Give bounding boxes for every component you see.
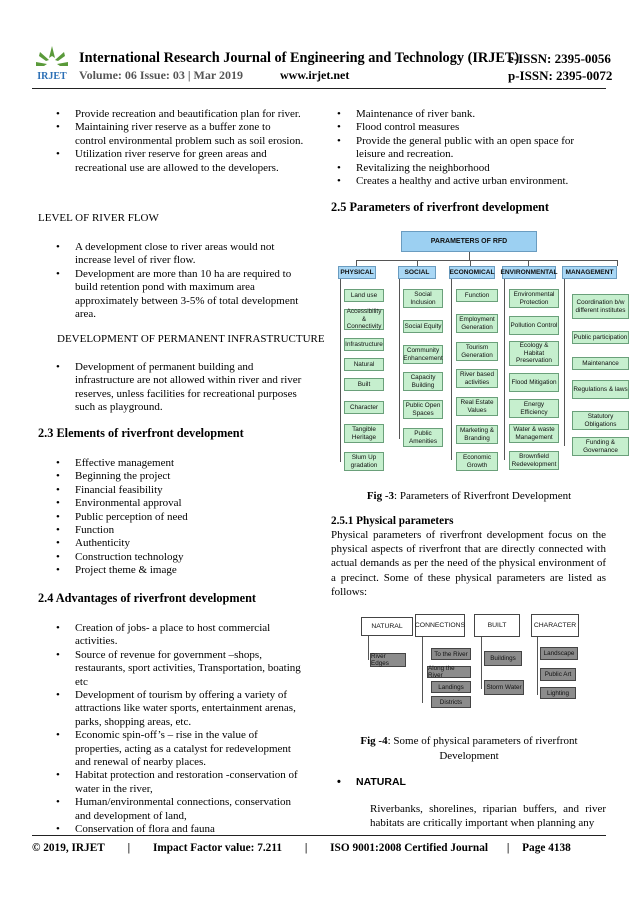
natural-paragraph: Riverbanks, shorelines, riparian buffers, and river habitats are critically important when planning any (370, 803, 606, 830)
header-economical: ECONOMICAL (449, 266, 495, 279)
figure-4-caption (331, 734, 607, 763)
iso-certification: ISO 9001:2008 Certified Journal (330, 842, 488, 854)
node-ecology-habitat-preservation: Ecology & Habitat Preservation (509, 341, 559, 366)
connector (368, 636, 369, 660)
node-statutory-obligations: Statutory Obligations (572, 411, 629, 430)
footer-separator: | (506, 842, 510, 854)
leaf-landscape: Landscape (540, 647, 578, 660)
figure-3-parameters-diagram (335, 228, 631, 476)
list-item: • Financial feasibility (52, 484, 306, 497)
section-2-5-title: 2.5 Parameters of riverfront development (331, 200, 549, 214)
node-land-use: Land use (344, 289, 384, 302)
node-coordination: Coordination b/w different institutes (572, 294, 629, 319)
infra-bullets (52, 361, 306, 415)
figure-4-label: Fig -4 (360, 735, 388, 747)
connector (617, 260, 618, 266)
connector (399, 279, 400, 439)
list-item: • Flood control measures (333, 121, 605, 134)
figure-3-caption-text: : Parameters of Riverfront Development (394, 490, 572, 502)
figure-4-physical-parameters-diagram (360, 612, 582, 712)
list-item: • Economic spin-off’s – rise in the value of properties, acting as a catalyst for redevelopment and renewal of nearby places. (52, 729, 306, 769)
footer-rule (32, 835, 606, 836)
node-funding-governance: Funding & Governance (572, 437, 629, 456)
diagram-root-node: PARAMETERS OF RFD (401, 231, 537, 252)
list-item: • Function (52, 524, 306, 537)
node-environmental-protection: Environmental Protection (509, 289, 559, 308)
node-public-amenities: Public Amenities (403, 428, 443, 447)
advantages-list (52, 622, 306, 837)
figure-3-caption (331, 490, 607, 502)
irjet-logo (32, 42, 72, 84)
connector (469, 252, 470, 260)
list-item: • Authenticity (52, 537, 306, 550)
svg-text:IRJET: IRJET (37, 71, 67, 82)
header-physical: PHYSICAL (338, 266, 376, 279)
footer-separator: | (304, 842, 308, 854)
list-item: • A development close to river areas would not increase level of river flow. (52, 241, 306, 268)
leaf-along-the-river: Along the River (427, 666, 471, 678)
head-connections: CONNECTIONS (415, 614, 465, 637)
level-of-river-flow-heading: LEVEL OF RIVER FLOW (38, 212, 159, 224)
node-tourism-generation: Tourism Generation (456, 342, 498, 361)
list-item: • Source of revenue for government –shops, restaurants, sport activities, Transportation, boating etc (52, 649, 306, 689)
leaf-districts: Districts (431, 696, 471, 708)
figure-4-caption-text-2: Development (439, 749, 499, 762)
node-accessibility-connectivity: Accessibility & Connectivity (344, 309, 384, 330)
list-item: • Public perception of need (52, 511, 306, 524)
node-brownfield-redevelopment: Brownfield Redevelopment (509, 451, 559, 470)
connector (451, 279, 452, 460)
copyright: © 2019, IRJET (32, 842, 105, 854)
leaf-public-art: Public Art (540, 668, 576, 681)
node-energy-efficiency: Energy Efficiency (509, 399, 559, 418)
list-item: • Habitat protection and restoration -conservation of water in the river, (52, 769, 306, 796)
leaf-river-edges: River Edges (370, 653, 406, 667)
node-infrastructure: Infrastructure (344, 338, 384, 351)
level-bullets (52, 241, 306, 321)
list-item: • Provide the general public with an open space for leisure and recreation. (333, 135, 605, 162)
node-tangible-heritage: Tangible Heritage (344, 424, 384, 443)
right-bullets-top (333, 108, 605, 188)
node-public-participation: Public participation (572, 331, 629, 344)
page-number: Page 4138 (522, 842, 571, 854)
leaf-to-the-river: To the River (431, 648, 471, 660)
list-item: • Development of tourism by offering a variety of attractions like water sports, entertainment arenas, parks, shopping areas, etc. (52, 689, 306, 729)
list-item: • Conservation of flora and fauna (52, 823, 306, 836)
elements-list (52, 457, 306, 578)
node-water-waste-management: Water & waste Management (509, 424, 559, 443)
list-item: • Provide recreation and beautification plan for river. (52, 108, 304, 121)
footer-separator: | (127, 842, 131, 854)
leaf-buildings: Buildings (484, 651, 522, 666)
list-item: • Effective management (52, 457, 306, 470)
list-item: • Utilization river reserve for green areas and recreational use are allowed to the developers. (52, 148, 304, 175)
list-item: • Maintaining river reserve as a buffer zone to control environmental problem such as soil erosion. (52, 121, 304, 148)
node-flood-mitigation: Flood Mitigation (509, 373, 559, 392)
leaf-storm-water: Storm Water (484, 680, 524, 695)
node-real-estate-values: Real Estate Values (456, 397, 498, 416)
list-item: • Environmental approval (52, 497, 306, 510)
leaf-lighting: Lighting (540, 687, 576, 699)
connector (340, 279, 341, 462)
node-character: Character (344, 401, 384, 414)
node-social-equity: Social Equity (403, 320, 443, 333)
impact-factor: Impact Factor value: 7.211 (152, 842, 282, 854)
list-item: • Development are more than 10 ha are required to build retention pond with maximum area approximately between 3-5% of total development area. (52, 268, 306, 322)
journal-website-link[interactable]: www.irjet.net (280, 68, 350, 82)
list-item: • Revitalizing the neighborhood (333, 162, 605, 175)
connector (422, 637, 423, 703)
connector (504, 279, 505, 460)
list-item: • Beginning the project (52, 470, 306, 483)
volume-issue: Volume: 06 Issue: 03 | Mar 2019 (79, 68, 243, 82)
node-employment-generation: Employment Generation (456, 314, 498, 333)
list-item: • Creation of jobs- a place to host commercial activities. (52, 622, 306, 649)
physical-parameters-paragraph: Physical parameters of riverfront development focus on the physical aspects of riverfront that are directly connected with actual demands as per the need of the physical environment of a precinct. Some of these physical parameters are listed as follows: (331, 529, 606, 598)
node-public-open-spaces: Public Open Spaces (403, 400, 443, 419)
node-pollution-control: Pollution Control (509, 316, 559, 335)
node-community-enhancement: Community Enhancement (403, 345, 443, 364)
section-2-5-1-title: 2.5.1 Physical parameters (331, 515, 454, 527)
connector (356, 260, 617, 261)
section-2-4-title: 2.4 Advantages of riverfront development (38, 591, 257, 605)
natural-heading-list (333, 776, 605, 788)
head-character: CHARACTER (531, 614, 579, 637)
p-issn: p-ISSN: 2395-0072 (508, 68, 613, 83)
head-natural: NATURAL (361, 617, 413, 636)
figure-4-caption-text-1: : Some of physical parameters of riverfront (387, 735, 578, 747)
node-regulations-laws: Regulations & laws (572, 380, 629, 399)
header-social: SOCIAL (398, 266, 436, 279)
connector (537, 637, 538, 695)
section-2-3-title: 2.3 Elements of riverfront development (38, 426, 244, 440)
natural-heading: • NATURAL (333, 776, 605, 788)
node-capacity-building: Capacity Building (403, 372, 443, 391)
node-marketing-branding: Marketing & Branding (456, 425, 498, 444)
journal-title: International Research Journal of Engineering and Technology (IRJET) (79, 50, 520, 66)
node-social-inclusion: Social Inclusion (403, 289, 443, 308)
header-environmental: ENVIRONMENTAL (502, 266, 556, 279)
leaf-landings: Landings (431, 681, 471, 693)
list-item: • Human/environmental connections, conservation and development of land, (52, 796, 306, 823)
e-issn: e-ISSN: 2395-0056 (508, 51, 611, 66)
figure-3-label: Fig -3 (366, 490, 395, 502)
list-item: • Maintenance of river bank. (333, 108, 605, 121)
head-built: BUILT (474, 614, 520, 637)
node-river-based-activities: River based activities (456, 369, 498, 388)
header-management: MANAGEMENT (562, 266, 617, 279)
node-function: Function (456, 289, 498, 302)
node-slum-up-gradation: Slum Up gradation (344, 452, 384, 471)
permanent-infrastructure-heading: DEVELOPMENT OF PERMANENT INFRASTRUCTURE (57, 333, 325, 345)
left-bullets-top (52, 108, 304, 175)
connector (481, 637, 482, 689)
node-maintenance: Maintenance (572, 357, 629, 370)
node-economic-growth: Economic Growth (456, 452, 498, 471)
connector (564, 279, 565, 446)
page-footer (32, 842, 606, 854)
node-built: Built (344, 378, 384, 391)
list-item: • Creates a healthy and active urban environment. (333, 175, 605, 188)
node-natural: Natural (344, 358, 384, 371)
header-rule (32, 88, 606, 89)
list-item: • Project theme & image (52, 564, 306, 577)
list-item: • Construction technology (52, 551, 306, 564)
list-item: • Development of permanent building and infrastructure are not allowed within river and river reserves, unless facilities for recreational purposes such as playground. (52, 361, 306, 415)
